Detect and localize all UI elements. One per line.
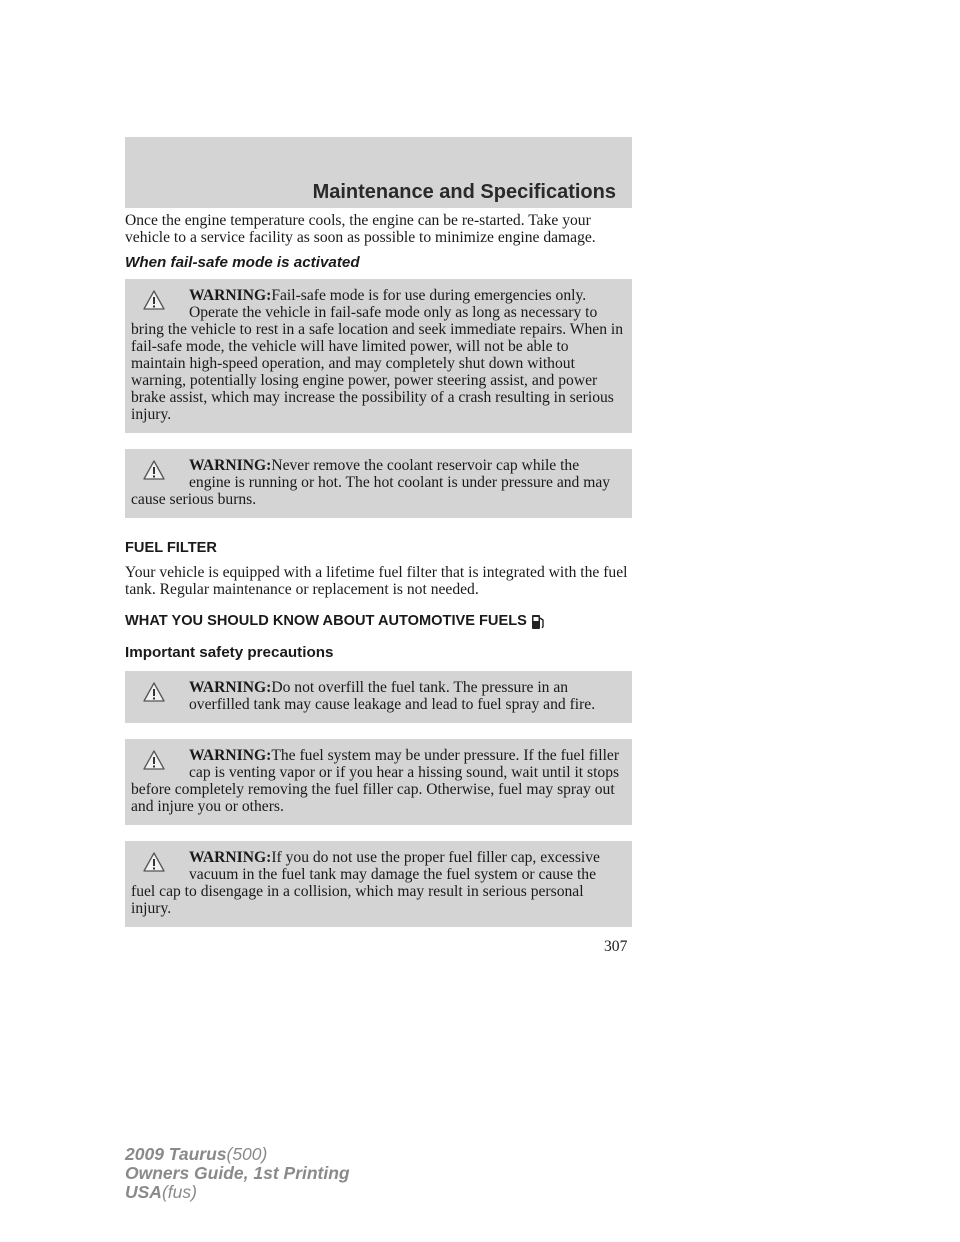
warning-text: Do not overfill the fuel tank. The pressure in an overfilled tank may cause leakage and lead to fuel spray and fire. bbox=[189, 679, 596, 713]
warning-box-coolant bbox=[125, 449, 632, 518]
intro-paragraph: Once the engine temperature cools, the engine can be re-started. Take your vehicle to a service facility as soon as possible to minimize engine damage. bbox=[125, 212, 596, 246]
section-title: Maintenance and Specifications bbox=[312, 181, 616, 203]
warning-label: WARNING: bbox=[189, 849, 272, 866]
warning-triangle-icon bbox=[143, 460, 165, 480]
warning-triangle-icon bbox=[143, 750, 165, 770]
warning-text: If you do not use the proper fuel filler cap, excessive vacuum in the fuel tank may damage the fuel system or cause the fuel cap to disengage in a collision, which may result in serious personal injury. bbox=[131, 849, 600, 917]
warning-triangle-icon bbox=[143, 682, 165, 702]
warning-label: WARNING: bbox=[189, 679, 272, 696]
warning-box-pressure bbox=[125, 739, 632, 825]
warning-text: Never remove the coolant reservoir cap while the engine is running or hot. The hot coolant is under pressure and may cause serious burns. bbox=[131, 457, 611, 508]
warning-box-filler-cap bbox=[125, 841, 632, 927]
warning-label: WARNING: bbox=[189, 457, 272, 474]
footer-model-code: (500) bbox=[226, 1144, 268, 1164]
safety-precautions-subhead: Important safety precautions bbox=[125, 644, 334, 661]
warning-text: The fuel system may be under pressure. If the fuel filler cap is venting vapor or if you hear a hissing sound, wait until it stops before completely removing the fuel filler cap. Otherwise, fuel may spray out and injure you or others. bbox=[131, 747, 620, 815]
footer-line-3 bbox=[125, 1183, 350, 1202]
warning-box-failsafe bbox=[125, 279, 632, 433]
automotive-fuels-heading bbox=[125, 612, 632, 630]
section-header-bar bbox=[125, 137, 632, 208]
fuel-pump-icon bbox=[531, 612, 545, 630]
footer-print-info bbox=[125, 1145, 350, 1202]
failsafe-subhead: When fail-safe mode is activated bbox=[125, 254, 360, 271]
footer-line-2: Owners Guide, 1st Printing bbox=[125, 1163, 350, 1183]
page-number: 307 bbox=[604, 938, 628, 955]
warning-text: Fail-safe mode is for use during emergencies only. Operate the vehicle in fail-safe mode only as long as necessary to bring the vehicle to rest in a safe location and seek immediate repairs. When in fail-safe mode, the vehicle will have limited power, will not be able to maintain high-speed operation, and may completely shut down without warning, potentially losing engine power, power steering assist, and power brake assist, which may increase the possibility of a crash resulting in serious injury. bbox=[131, 287, 624, 423]
warning-label: WARNING: bbox=[189, 287, 272, 304]
warning-box-overfill bbox=[125, 671, 632, 723]
footer-model: 2009 Taurus bbox=[125, 1144, 227, 1164]
footer-line-1 bbox=[125, 1145, 350, 1164]
footer-market: USA bbox=[125, 1182, 162, 1202]
fuel-filter-heading: FUEL FILTER bbox=[125, 540, 217, 556]
warning-triangle-icon bbox=[143, 852, 165, 872]
automotive-fuels-heading-text: WHAT YOU SHOULD KNOW ABOUT AUTOMOTIVE FUELS bbox=[125, 613, 527, 629]
page-content bbox=[125, 212, 632, 927]
warning-label: WARNING: bbox=[189, 747, 272, 764]
footer-market-code: (fus) bbox=[161, 1182, 197, 1202]
fuel-filter-paragraph: Your vehicle is equipped with a lifetime fuel filter that is integrated with the fuel tank. Regular maintenance or replacement is not needed. bbox=[125, 564, 628, 598]
warning-triangle-icon bbox=[143, 290, 165, 310]
